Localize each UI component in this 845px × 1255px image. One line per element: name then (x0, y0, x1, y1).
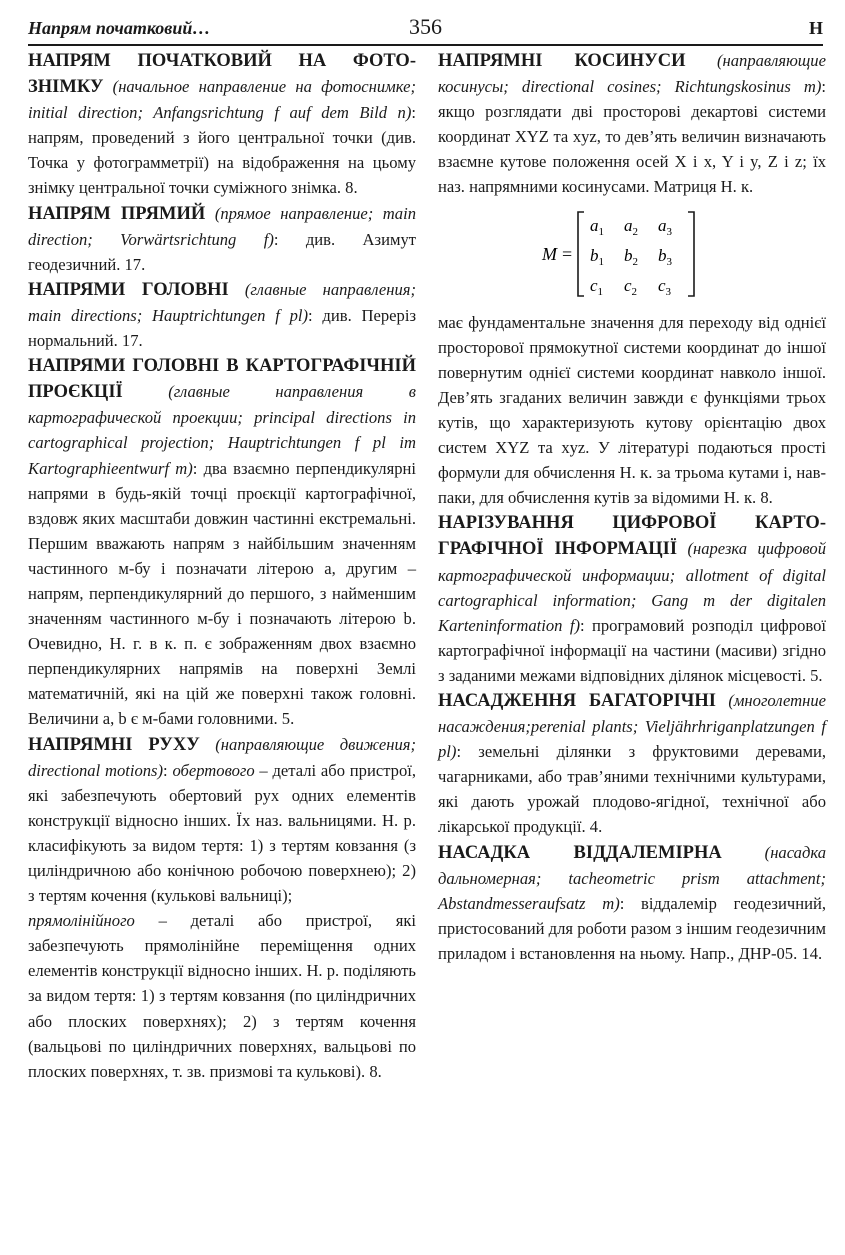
entry-definition: : земельні ділянки з фруктовими деревами, чагарниками, або трав’яними технічними культурами, які дають урожай плодово-ягідної, технічної або лікарської продукції. 4. (438, 742, 826, 837)
entry-napryam-pochatkovyi (28, 48, 416, 201)
matrix-cell: $b_3$ (658, 245, 672, 268)
entry-definition-part: – деталі або пристрої, які забезпечують обертовий рух одних елементів конструкції відносно інших. Їх наз. вальницями. Н. р. класифікують за видом тертя: 1) з тертям ковзання (з циліндричною або конічною робочою поверхнею); 2) з тертям кочення (кулькові вальниці); (28, 760, 416, 906)
entry-headword: НАПРЯМИ ГОЛОВНІ В КАРТОГРАФІЧНІЙ ПРОЄКЦІЇ (28, 356, 416, 403)
entry-translations: (прямое направление; main direction; Vorwärtsrichtung f) (28, 203, 416, 249)
entry-napryam-pryamyi (28, 201, 416, 277)
matrix-cell: $a_2$ (624, 215, 638, 238)
entry-narizuvannya (438, 510, 826, 688)
entry-definition: : див. Переріз нормальний. 17. (28, 305, 416, 351)
matrix-label: M (542, 243, 557, 264)
matrix-cell: $c_2$ (624, 275, 638, 298)
subterm-pryamoliniinyi: прямолінійного (28, 911, 135, 931)
entry-napryamy-holovni (28, 277, 416, 353)
matrix-left-bracket (578, 212, 584, 296)
entry-definition: : два взаємно перпендикулярні напрями в будь-якій точці проєкції картографічної, вздовж яких масштаби довжин частинні екстремальні. Першим вважають напрям з найбільшим значенням частинного м-бу і позначати літерою a, другим – напрям, перпендикулярний до першого, з найменшим значенням частинного м-бу і позначають літерою b. Очевидно, Н. г. в к. п. є зображенням двох взаємно перпендикулярних напрямів на поверхні Землі математичній, які на цій же поверхні також головні. Величини a, b є м-бами головними. 5. (28, 458, 417, 729)
entry-headword: НАСАДКА ВІДДАЛЕМІРНА (438, 842, 722, 863)
matrix-formula (538, 204, 718, 304)
entry-translations: (главные направления в картографической проекции; principal directions in cartographical projection; Hauptrichtungen f pl im Kartographieentwurf m) (28, 382, 416, 478)
page-number: 356 (409, 14, 442, 39)
entry-headword: НАПРЯМНІ РУХУ (28, 734, 200, 755)
entry-definition: : якщо розглядати дві просторові декартові системи координат XYZ та xyz, то дев’ять величин визначають взаємне кутове положення осей X і x, Y і y, Z і z; їх наз. напрямними косинусами. Матриця Н. к. (438, 77, 826, 197)
entry-definition: : (163, 760, 173, 780)
entry-headword: НАПРЯМИ ГОЛОВНІ (28, 279, 229, 300)
matrix-cell: $c_3$ (658, 275, 672, 298)
entry-definition-part: має фундаментальне значення для переходу від однієї просторової прямокутної системи координат до іншої повернутим однієї системи координат навколо іншої. Дев’ять згаданих величин завжди є функціями трьох кутів, що характеризують кутову орієнтацію двох систем XYZ та xyz. У літературі подаються прості формули для обчислення Н. к. за трьома кутами і, навпаки, для обчислення кутів за відомими Н. к. 8. (438, 312, 826, 508)
entry-headword: НАПРЯМ ПОЧАТКОВИЙ НА ФОТОЗНІМКУ (28, 51, 416, 98)
direction-cosine-matrix (438, 204, 826, 304)
matrix-cell: $b_2$ (624, 245, 638, 268)
entry-definition-part: – деталі або пристрої, які забезпечують прямолінійне переміщення одних елементів конструкції відносно інших. Н. р. поділяють за видом тертя: 1) з тертям ковзання (по циліндричних або плоских поверхнях); 2) з тертям кочення (вальцьові по циліндричних поверхнях, вальцьові по плоских поверхнях, т. зв. призмові та кулькові). 8. (28, 911, 416, 1081)
entry-translations: (направляющие движения; directional motions) (28, 734, 416, 780)
entry-definition: : див. Азимут геодезичний. 17. (28, 229, 416, 274)
entry-napryamni-rukhu (28, 732, 416, 1084)
entry-headword: НАПРЯМНІ КОСИНУСИ (438, 51, 686, 71)
entry-napryamni-kosynusy-cont (438, 310, 826, 511)
entry-napryamni-kosynusy (438, 48, 826, 200)
entry-napryamy-holovni-kartohrafichnii (28, 353, 416, 731)
left-column (28, 48, 416, 1084)
entry-translations: (насадка дальномерная; tacheometric prism attachment; Abstandmesseraufsatz m) (438, 842, 826, 913)
matrix-cell: $b_1$ (590, 245, 604, 268)
entry-headword: НАПРЯМ ПРЯМИЙ (28, 203, 206, 224)
matrix-right-bracket (688, 212, 694, 296)
entry-headword: НАРІЗУВАННЯ ЦИФРОВОЇ КАРТОГРАФІЧНОЇ ІНФОРМАЦІЇ (438, 513, 826, 560)
entry-translations: (нарезка цифровой картографической информации; allotment of digital cartographical information; Gang m der digitalen Karteninformation f) (438, 539, 826, 635)
entry-definition: : програмовий розподіл цифрової картографічної інформації на частини (масиви) згідно з заданими межами відповідних ділянок місцевості. 5. (438, 615, 826, 685)
matrix-equals: = (562, 243, 573, 264)
matrix-cell: $a_3$ (658, 215, 672, 238)
page-header (28, 14, 823, 46)
entry-translations: (главные направления; main directions; Hauptrichtungen f pl) (28, 279, 416, 325)
right-column (438, 48, 826, 966)
entry-translations: (многолетние насаждения;perenial plants; Vieljährhriganplatzungen f pl) (438, 690, 826, 762)
entry-headword: НАСАДЖЕННЯ БАГАТОРІЧНІ (438, 690, 716, 711)
matrix-cell: $a_1$ (590, 215, 604, 238)
subterm-obertovyi: обертового (172, 760, 255, 780)
running-title: Напрям початковий… (28, 18, 211, 38)
entry-nasadka (438, 840, 826, 966)
entry-nasadzhennya (438, 688, 826, 840)
section-letter: Н (808, 18, 823, 38)
entry-translations: (начальное направление на фотоснимке; initial direction; Anfangsrichtung f auf dem Bild n) (28, 77, 416, 123)
entry-translations: (направляющие косинусы; directional cosines; Richtungskosinus m) (438, 51, 826, 97)
entry-definition: : напрям, проведений з його центральної точки (див. Точка у фотограмметрії) на відображення на цьому знімку центральної точки суміжного знімка. 8. (28, 103, 416, 198)
entry-definition: : віддалемір геодезичний, пристосований для роботи разом з іншим геодезичним приладом і встановлення на ньому. Напр., ДНР-05. 14. (438, 893, 827, 963)
matrix-cell: $c_1$ (590, 275, 604, 298)
